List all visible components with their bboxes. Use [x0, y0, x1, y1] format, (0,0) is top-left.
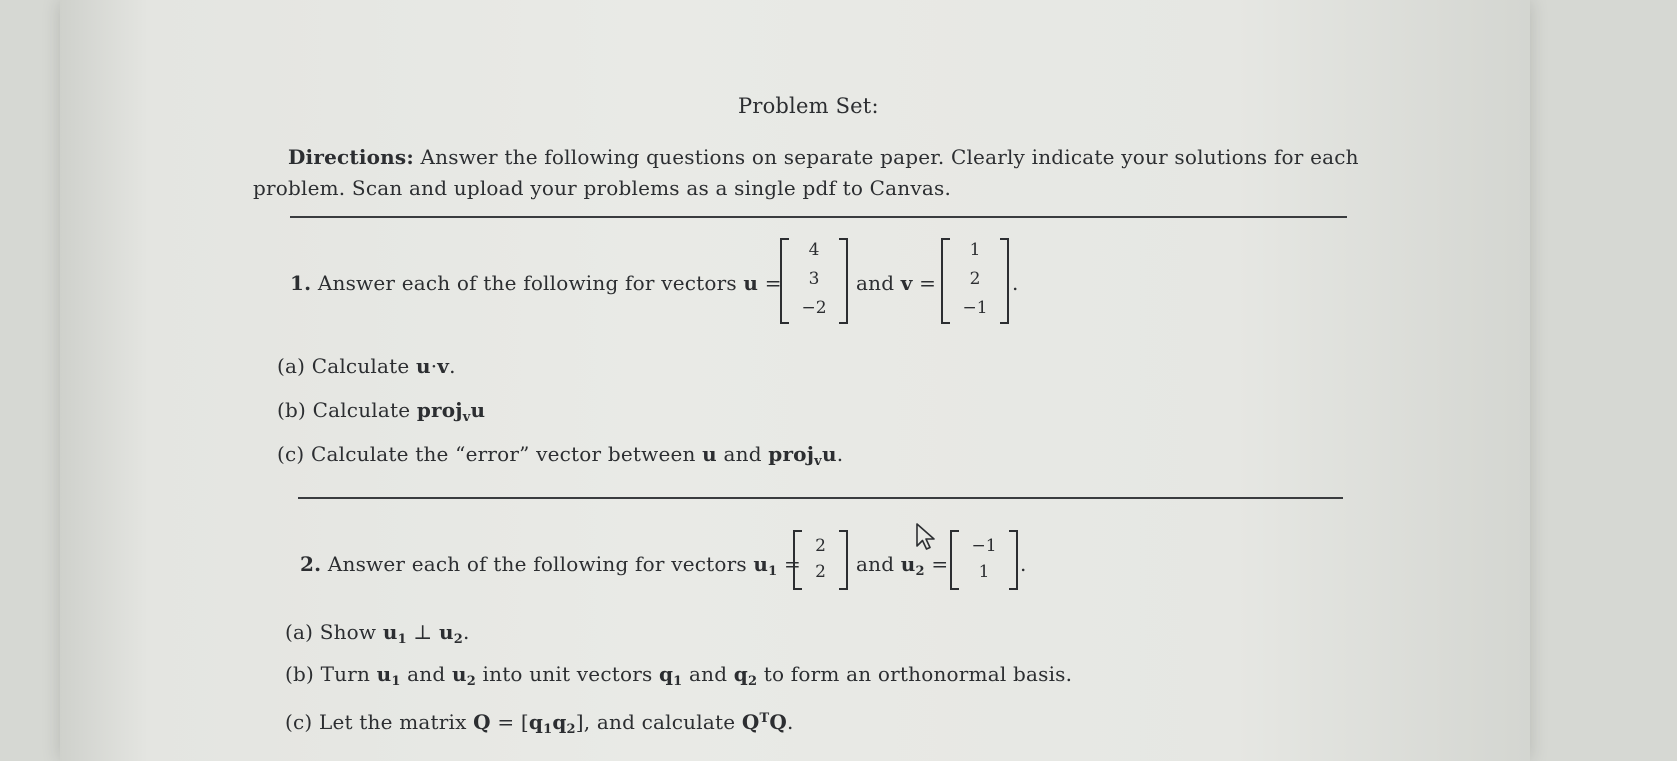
vector-u-symbol: u [470, 398, 486, 422]
perpendicular-symbol: ⊥ [413, 620, 433, 644]
part-text: Turn [320, 662, 371, 686]
subscript: 2 [915, 564, 925, 579]
proj-subscript: v [814, 454, 822, 469]
part-label: (b) [277, 398, 307, 422]
problem-2-period: . [1020, 552, 1027, 576]
part-text: Calculate [311, 354, 410, 378]
equals-sign: = [783, 552, 801, 576]
left-bracket: [ [520, 710, 529, 734]
vector-u2-matrix [950, 530, 1018, 590]
matrix-entry: 2 [815, 562, 826, 582]
directions-line-1 [288, 145, 1359, 169]
vector-u2-symbol: u [900, 552, 916, 576]
vector-u2-symbol: u [451, 662, 467, 686]
vector-v-matrix [941, 238, 1009, 324]
matrix-entry: 2 [969, 269, 981, 289]
part-text: Calculate the “error” vector between [310, 442, 696, 466]
problem-1-text: Answer each of the following for vectors [317, 271, 737, 295]
part-label: (c) [285, 710, 313, 734]
vector-u-symbol: u [702, 442, 717, 466]
matrix-q-symbol: Q [473, 710, 491, 734]
period: . [786, 710, 794, 734]
part-label: (c) [277, 442, 305, 466]
page-title: Problem Set: [738, 94, 879, 118]
directions-line-2: problem. Scan and upload your problems as a single pdf to Canvas. [253, 176, 952, 200]
problem-2-number: 2. [300, 552, 322, 576]
problem-1a [277, 354, 456, 378]
vector-u1-symbol: u [382, 620, 398, 644]
directions-text-1: Answer the following questions on separate paper. Clearly indicate your solutions for each [420, 145, 1359, 169]
part-text: Show [319, 620, 377, 644]
proj-operator: proj [416, 398, 463, 422]
equals-sign: = [764, 271, 782, 295]
subscript: 1 [673, 674, 683, 689]
matrix-entry: 1 [978, 562, 990, 582]
divider-2 [298, 497, 1343, 499]
part-label: (b) [285, 662, 315, 686]
problem-1c [277, 442, 843, 469]
and-text: and [723, 442, 762, 466]
vector-u1-matrix [793, 530, 848, 590]
transpose-superscript: T [759, 711, 770, 726]
equals-sign: = [497, 710, 515, 734]
subscript: 1 [391, 674, 401, 689]
vector-u1-symbol: u [753, 552, 769, 576]
divider-1 [290, 216, 1347, 218]
vector-q2-symbol: q [733, 662, 748, 686]
vector-q2-symbol: q [552, 710, 567, 734]
vector-v-symbol: v [437, 354, 450, 378]
period: . [462, 620, 470, 644]
matrix-entry: 2 [815, 536, 826, 556]
matrix-entry: −2 [801, 298, 827, 318]
matrix-entry: 3 [808, 269, 820, 289]
subscript: 2 [453, 632, 463, 647]
and-text: and [688, 662, 728, 686]
problem-2c [285, 710, 794, 737]
proj-operator: proj [768, 442, 815, 466]
vector-u-symbol: u [415, 354, 431, 378]
vector-u-matrix [780, 238, 848, 324]
and-text: and [407, 662, 446, 686]
matrix-entry: −1 [962, 298, 988, 318]
right-bracket: ] [575, 710, 584, 734]
problem-1-period: . [1012, 271, 1019, 295]
part-text: to form an orthonormal basis. [763, 662, 1073, 686]
problem-2b [285, 662, 1072, 689]
part-label: (a) [277, 354, 306, 378]
period: . [449, 354, 456, 378]
dot-operator: · [430, 354, 438, 378]
problem-1-number: 1. [290, 271, 312, 295]
vector-u2-symbol: u [438, 620, 454, 644]
problem-1-and [856, 271, 936, 295]
vector-u1-symbol: u [376, 662, 392, 686]
matrix-q-symbol: Q [769, 710, 787, 734]
vector-u-symbol: u [821, 442, 837, 466]
subscript: 2 [747, 674, 758, 689]
subscript: 2 [466, 674, 476, 689]
vector-v-symbol: v [900, 271, 913, 295]
problem-2-text: Answer each of the following for vectors [327, 552, 747, 576]
problem-2-and [856, 552, 948, 579]
part-text: Let the matrix [318, 710, 467, 734]
matrix-entry: 4 [808, 240, 820, 260]
vector-q1-symbol: q [528, 710, 544, 734]
directions-label: Directions: [288, 145, 414, 169]
problem-1-stem [290, 271, 782, 295]
matrix-entry: 1 [969, 240, 981, 260]
mouse-cursor-icon [915, 522, 937, 552]
period: . [836, 442, 844, 466]
problem-2a [285, 620, 470, 647]
problem-2-stem [300, 552, 801, 579]
matrix-entry: −1 [971, 536, 997, 556]
vector-u-symbol: u [743, 271, 759, 295]
proj-subscript: v [462, 410, 471, 425]
and-text: and [856, 271, 895, 295]
equals-sign: = [931, 552, 949, 576]
part-text: into unit vectors [482, 662, 653, 686]
part-text: , and calculate [583, 710, 736, 734]
part-text: Calculate [312, 398, 411, 422]
subscript: 1 [543, 722, 553, 737]
and-text: and [856, 552, 895, 576]
vector-q1-symbol: q [658, 662, 674, 686]
problem-1b [277, 398, 485, 425]
subscript: 1 [397, 632, 407, 647]
matrix-q-symbol: Q [741, 710, 760, 734]
equals-sign: = [919, 271, 937, 295]
part-label: (a) [285, 620, 314, 644]
subscript: 1 [768, 564, 778, 579]
subscript: 2 [566, 722, 576, 737]
